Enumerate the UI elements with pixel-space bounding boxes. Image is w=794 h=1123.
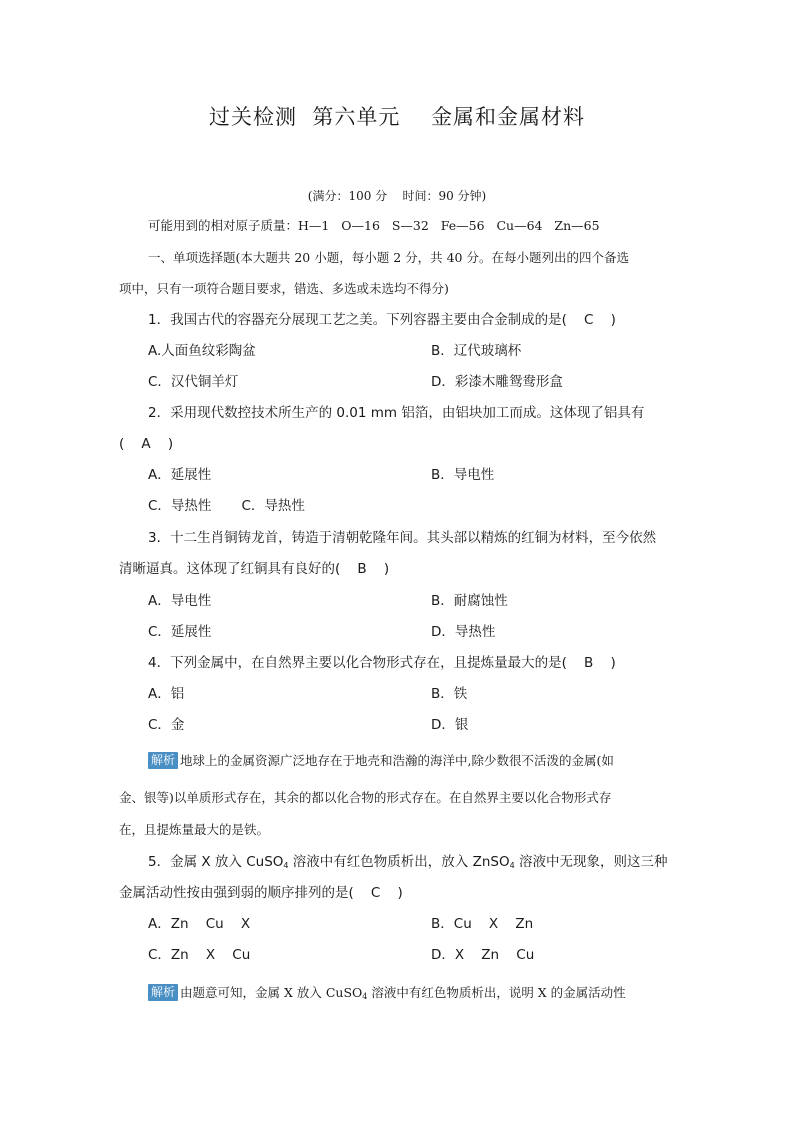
q5-explanation-part2: 溶液中有红色物质析出，说明 X 的金属活动性 xyxy=(367,985,626,1000)
q1-option-d: D．彩漆木雕鸳鸯形盒 xyxy=(431,374,563,390)
q2-option-cd: C．导热性 C．导热性 xyxy=(148,498,305,514)
q2-option-a: A．延展性 xyxy=(148,467,212,483)
q5-option-b: B．Cu X Zn xyxy=(431,916,534,932)
q4-explanation-line1 xyxy=(148,752,614,770)
q3-option-b: B．耐腐蚀性 xyxy=(431,593,508,609)
q5-stem-part1: 5．金属 X 放入 CuSO xyxy=(148,854,284,870)
q4-option-d: D．银 xyxy=(431,717,469,733)
q5-option-c: C．Zn X Cu xyxy=(148,947,251,963)
page-title: 过关检测 第六单元 金属和金属材料 xyxy=(208,105,586,129)
q2-stem-line2: ( A ) xyxy=(119,436,174,452)
subscript: 4 xyxy=(362,992,368,1001)
q5-explanation-line1 xyxy=(148,984,626,1002)
q3-option-c: C．延展性 xyxy=(148,624,212,640)
q4-option-b: B．铁 xyxy=(431,686,468,702)
subscript: 4 xyxy=(509,861,515,870)
q1-option-b: B．辽代玻璃杯 xyxy=(431,343,522,359)
q4-explanation-line2: 金、银等)以单质形式存在，其余的都以化合物的形式存在。在自然界主要以化合物形式存 xyxy=(119,790,612,805)
section-heading-line2: 项中，只有一项符合题目要求，错选、多选或未选均不得分) xyxy=(119,281,449,296)
score-info: (满分：100 分 时间：90 分钟) xyxy=(307,189,487,203)
q5-stem-part3: 溶液中无现象，则这三种 xyxy=(514,854,668,870)
q3-option-a: A．导电性 xyxy=(148,593,212,609)
q1-option-c: C．汉代铜羊灯 xyxy=(148,374,239,390)
q5-stem-part2: 溶液中有红色物质析出，放入 ZnSO xyxy=(288,854,510,870)
explanation-badge: 解析 xyxy=(148,752,178,769)
q1-stem: 1．我国古代的容器充分展现工艺之美。下列容器主要由合金制成的是( C ) xyxy=(148,312,616,328)
section-heading-line1: 一、单项选择题(本大题共 20 小题，每小题 2 分，共 40 分。在每小题列出的四个备选 xyxy=(148,250,629,265)
q2-option-b: B．导电性 xyxy=(431,467,495,483)
q3-stem-line1: 3．十二生肖铜铸龙首，铸造于清朝乾隆年间。其头部以精炼的红铜为材料，至今依然 xyxy=(148,530,657,546)
q3-option-d: D．导热性 xyxy=(431,624,496,640)
q1-option-a: A.人面鱼纹彩陶盆 xyxy=(148,343,256,359)
q4-stem: 4．下列金属中，在自然界主要以化合物形式存在，且提炼量最大的是( B ) xyxy=(148,655,616,671)
q5-stem-line2: 金属活动性按由强到弱的顺序排列的是( C ) xyxy=(119,885,403,901)
subscript: 4 xyxy=(283,861,289,870)
q2-stem-line1: 2．采用现代数控技术所生产的 0.01 mm 铝箔，由铝块加工而成。这体现了铝具有 xyxy=(148,405,645,421)
q5-option-a: A．Zn Cu X xyxy=(148,916,251,932)
q4-explanation-line3: 在，且提炼量最大的是铁。 xyxy=(119,822,270,837)
q5-stem-line1 xyxy=(148,853,667,871)
q5-explanation-part1: 由题意可知，金属 X 放入 CuSO xyxy=(180,985,363,1000)
q5-option-d: D．X Zn Cu xyxy=(431,947,535,963)
q4-option-a: A．铝 xyxy=(148,686,185,702)
q4-option-c: C．金 xyxy=(148,717,185,733)
atomic-masses: 可能用到的相对原子质量：H—1 O—16 S—32 Fe—56 Cu—64 Zn—65 xyxy=(148,218,600,233)
q4-explanation-text: 地球上的金属资源广泛地存在于地壳和浩瀚的海洋中,除少数很不活泼的金属(如 xyxy=(180,753,614,768)
explanation-badge: 解析 xyxy=(148,984,178,1001)
q3-stem-line2: 清晰逼真。这体现了红铜具有良好的( B ) xyxy=(119,561,390,577)
